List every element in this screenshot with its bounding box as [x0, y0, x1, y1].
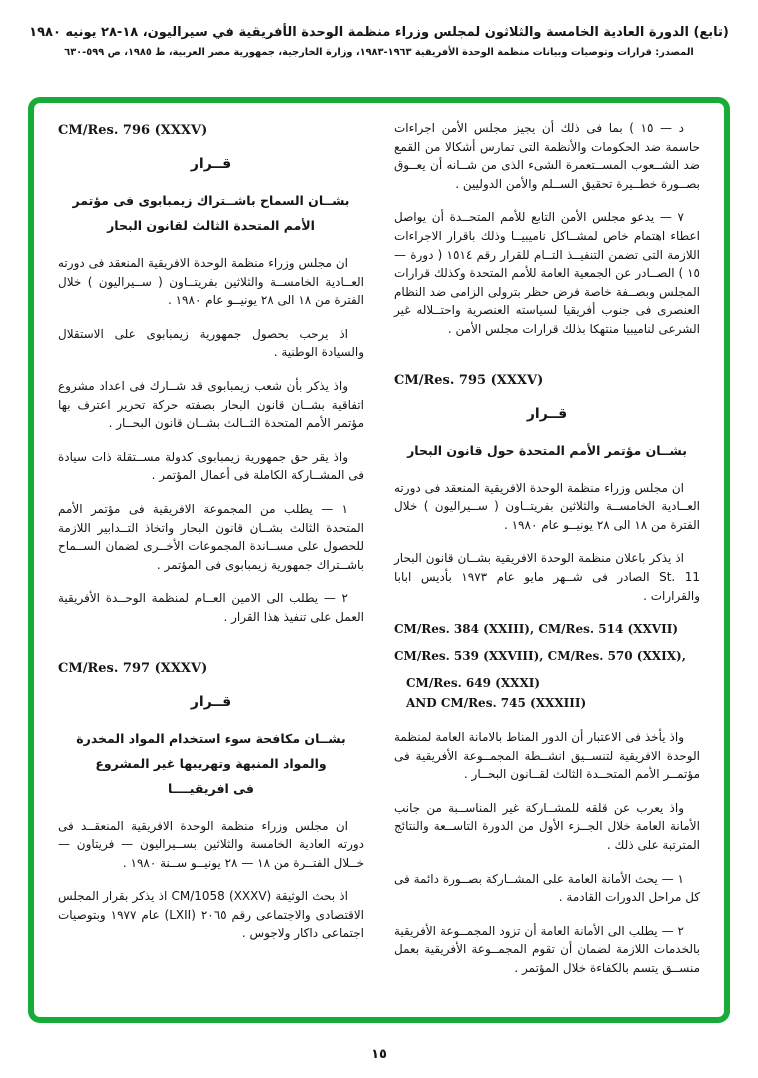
body-paragraph: د — ١٥ ) بما فى ذلك أن يجيز مجلس الأمن اجراءات حاسمة ضد الحكومات والأنظمة التى تمارس أشكالا من القمع ضد الشــعوب المســتعمرة الشىء الذى من شــانه أن يعــوق بصــورة خطــيرة تحقيق الســلم والأمن الدوليين . [394, 121, 700, 191]
page-header [0, 0, 758, 58]
resolution-subject [58, 188, 364, 238]
body-paragraph: واذ يعرب عن قلقه للمشــاركة غير المناســبة من جانب الأمانة العامة خلال الجــزء الأول من الدورة التاســعة والنتائج المترتبة على ذلك . [394, 800, 700, 853]
resolution-subject [58, 726, 364, 801]
body-paragraph: ٧ — يدعو مجلس الأمن التابع للأمم المتحــدة أن يواصل اعطاء اهتمام خاص لمشــاكل ناميبيــا وذلك باقرار الاجراءات اللازمة التى تضمن التنفيــذ التــام للقرار رقم ١٥١٤ ( دورة — ١٥ ) الصــادر عن الجمعية العامة للأمم المتحدة وكذلك قرارات المجلس وبصــفة خاصة فرض حظر بترولى الزامى ضد النظام العنصرى فى جنوب أفريقيا لسياسته العنصرية واحتــلاله غير الشرعى لناميبيا منتهكا بذلك قرارات مجلس الأمن . [394, 210, 700, 336]
subject-line: بشــان السماح باشــتراك زيمبابوى فى مؤتمر [72, 193, 350, 208]
decree-heading: قــرار [190, 156, 232, 172]
resolution-references [394, 620, 700, 712]
subject-line: والمواد المنبهة وتهريبها غير المشروع [95, 755, 327, 771]
body-paragraph: واذ يقر حق جمهورية زيمبابوى كدولة مســتقلة ذات سيادة فى المشــاركة الكاملة فى أعمال المؤتمر . [58, 449, 364, 483]
body-paragraph: ان مجلس وزراء منظمة الوحدة الافريقية المنعقد فى دورته العــادية الخامســة والثلاثين بفريتــاون ( ســيراليون ) خلال الفترة من ١٨ الى ٢٨ يونيــو عام ١٩٨٠ . [394, 480, 700, 532]
resolution-number: CM/Res. 797 (XXXV) [58, 660, 208, 676]
document-frame [28, 97, 730, 1023]
subject-line: فى افريقيــــا [167, 780, 254, 796]
reference-line: AND CM/Res. 745 (XXXIII) [406, 696, 587, 711]
decree-heading: قــرار [526, 405, 568, 422]
body-paragraph: واذ يأخذ فى الاعتبار أن الدور المناط بالامانة العامة لمنظمة الوحدة الافريقية لتنســيق انشــطة المجمــوعة الأفريقية فى مؤتمــر الأمم المتحــدة الثالث لقــانون البحــار . [394, 730, 700, 782]
subject-line: الأمم المتحدة الثالث لقانون البحار [107, 218, 315, 233]
header-source-line: المصدر: قرارات وتوصيات وبيانات منظمة الوحدة الأفريقية ١٩٦٣-١٩٨٣، وزارة الخارجية، جمهورية مصر العربية، ط ١٩٨٥، ص ٥٩٩-٦٣٠ [64, 47, 694, 58]
body-paragraph: ان مجلس وزراء منظمة الوحدة الافريقية المنعقد فى دورته العــادية الخامســة والثلاثين بفريتــاون ( ســيراليون ) خلال الفترة من ١٨ الى ٢٨ يونيــو عام ١٩٨٠ . [58, 256, 364, 308]
header-session-line: (تابع) الدورة العادية الخامسة والثلاثون لمجلس وزراء منظمة الوحدة الأفريقية في سيراليون، ١٨-٢٨ يونيه ١٩٨٠ [29, 25, 729, 40]
body-paragraph: ١ — يطلب من المجموعة الافريقية فى مؤتمر الأمم المتحدة الثالث بشــان قانون البحار واتخاذ التــدابير اللازمة للحصول على مســاندة المجموعات الأخــرى لضمان الســماح باشــتراك جمهورية زيمبابوى فى المؤتمر . [58, 501, 364, 572]
reference-line: CM/Res. 384 (XXIII), CM/Res. 514 (XXVII) [394, 622, 679, 637]
column-left [58, 119, 364, 1005]
body-paragraph: اذ يرحب بحصول جمهورية زيمبابوى على الاستقلال والسيادة الوطنية . [58, 326, 364, 360]
body-paragraph: ١ — يحث الأمانة العامة على المشــاركة بصــورة دائمة فى كل مراحل الدورات القادمة . [394, 871, 700, 905]
two-column-layout [58, 119, 700, 1005]
body-paragraph: ٢ — يطلب الى الأمانة العامة أن تزود المجمــوعة الأفريقية بالخدمات اللازمة لضمان أن تقوم المجمــوعة الأفريقية بعمل منســق يتسم بالكفاءة خلال المؤتمر . [394, 923, 700, 976]
column-right [394, 119, 700, 1005]
body-paragraph: ان مجلس وزراء منظمة الوحدة الافريقية المنعقــد فى دورته العادية الخامسة والثلاثين بســيراليون — فريتاون — خــلال الفتــرة من ١٨ — ٢٨ يونيــو ســنة ١٩٨٠ . [58, 818, 364, 870]
decree-heading: قــرار [190, 693, 232, 710]
body-paragraph: واذ يذكر بأن شعب زيمبابوى قد شــارك فى اعداد مشروع اتفاقية بشــان قانون البحار بصفته حركة تحرير اعترف بها مؤتمر الأمم المتحدة الثــالث بشــان قانون البحــار . [58, 378, 364, 431]
subject-line: بشــان مكافحة سوء استخدام المواد المخدرة [76, 730, 346, 746]
resolution-number: CM/Res. 795 (XXXV) [394, 372, 544, 388]
reference-line: CM/Res. 649 (XXXI) [406, 676, 541, 691]
body-paragraph: اذ يذكر باعلان منظمة الوحدة الافريقية بشــان قانون البحار St. 11 الصادر فى شــهر مايو عام ١٩٧٣ بأديس ابابا والقرارات . [394, 551, 700, 603]
body-paragraph: ٢ — يطلب الى الامين العــام لمنظمة الوحــدة الأفريقية العمل على تنفيذ هذا القرار . [58, 591, 364, 624]
reference-line: CM/Res. 539 (XXVIII), CM/Res. 570 (XXIX), [394, 649, 686, 664]
resolution-number: CM/Res. 796 (XXXV) [58, 123, 208, 138]
resolution-subject: بشــان مؤتمر الأمم المتحدة حول قانون البحار [407, 442, 687, 458]
body-paragraph: اذ بحث الوثيقة CM/1058 (XXXV) اذ يذكر بقرار المجلس الاقتصادى والاجتماعى رقم ٢٠٦٥ (LXII) عام ١٩٧٧ وبتوصيات اجتماعى داكار ولاجوس . [58, 889, 364, 941]
page-number: ١٥ [371, 1047, 387, 1062]
